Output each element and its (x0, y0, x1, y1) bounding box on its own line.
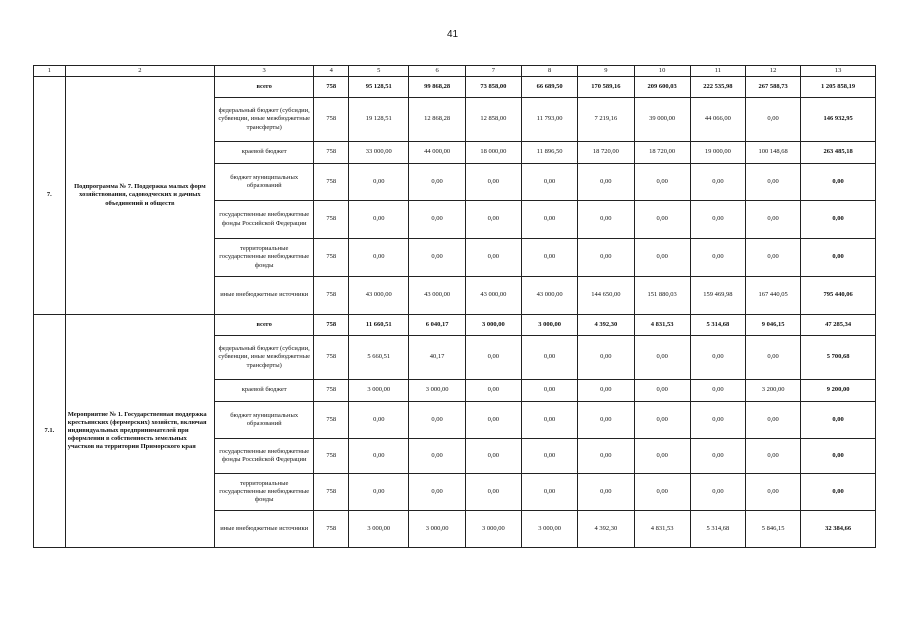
value-cell: 0,00 (690, 239, 745, 277)
funding-source-cell: территориальные государственные внебюджетные фонды (215, 474, 314, 511)
value-cell: 170 589,16 (578, 77, 634, 98)
value-cell: 144 650,00 (578, 277, 634, 315)
value-cell: 99 868,28 (409, 77, 465, 98)
value-cell: 0,00 (465, 239, 521, 277)
value-cell: 0,00 (349, 239, 409, 277)
value-cell: 6 040,17 (409, 315, 465, 336)
value-cell: 0,00 (746, 239, 801, 277)
code-cell: 758 (314, 277, 349, 315)
value-cell: 0,00 (746, 474, 801, 511)
value-cell: 43 000,00 (465, 277, 521, 315)
code-cell: 758 (314, 98, 349, 142)
column-number-cell: 6 (409, 66, 465, 77)
value-cell: 0,00 (634, 164, 690, 201)
value-cell: 0,00 (578, 474, 634, 511)
table-row (34, 77, 876, 98)
column-number-cell: 11 (690, 66, 745, 77)
column-number-cell: 13 (801, 66, 876, 77)
column-number-cell: 3 (215, 66, 314, 77)
funding-source-cell: федеральный бюджет (субсидии, субвенции, иные межбюджетные трансферты) (215, 98, 314, 142)
total-cell: 0,00 (801, 402, 876, 439)
value-cell: 0,00 (634, 402, 690, 439)
value-cell: 0,00 (690, 336, 745, 380)
value-cell: 0,00 (634, 201, 690, 239)
funding-source-cell: краевой бюджет (215, 380, 314, 402)
value-cell: 159 469,98 (690, 277, 745, 315)
value-cell: 3 000,00 (349, 511, 409, 548)
code-cell: 758 (314, 201, 349, 239)
value-cell: 0,00 (578, 439, 634, 474)
funding-source-cell: всего (215, 77, 314, 98)
value-cell: 4 831,53 (634, 511, 690, 548)
value-cell: 0,00 (746, 164, 801, 201)
column-number-row (34, 66, 876, 77)
value-cell: 44 000,00 (409, 142, 465, 164)
code-cell: 758 (314, 474, 349, 511)
value-cell: 95 128,51 (349, 77, 409, 98)
code-cell: 758 (314, 402, 349, 439)
value-cell: 0,00 (578, 402, 634, 439)
value-cell: 0,00 (578, 239, 634, 277)
value-cell: 0,00 (521, 402, 577, 439)
value-cell: 0,00 (690, 164, 745, 201)
value-cell: 5 314,68 (690, 315, 745, 336)
value-cell: 7 219,16 (578, 98, 634, 142)
value-cell: 4 831,53 (634, 315, 690, 336)
funding-source-cell: бюджет муниципальных образований (215, 402, 314, 439)
value-cell: 3 000,00 (409, 380, 465, 402)
value-cell: 0,00 (521, 474, 577, 511)
value-cell: 0,00 (521, 239, 577, 277)
value-cell: 3 000,00 (521, 315, 577, 336)
value-cell: 0,00 (746, 439, 801, 474)
value-cell: 0,00 (746, 336, 801, 380)
funding-source-cell: всего (215, 315, 314, 336)
value-cell: 0,00 (465, 402, 521, 439)
total-cell: 1 205 858,19 (801, 77, 876, 98)
value-cell: 12 868,28 (409, 98, 465, 142)
value-cell: 4 392,30 (578, 315, 634, 336)
value-cell: 4 392,30 (578, 511, 634, 548)
total-cell: 0,00 (801, 474, 876, 511)
total-cell: 0,00 (801, 439, 876, 474)
value-cell: 151 880,03 (634, 277, 690, 315)
value-cell: 3 200,00 (746, 380, 801, 402)
total-cell: 0,00 (801, 201, 876, 239)
value-cell: 43 000,00 (349, 277, 409, 315)
funding-source-cell: территориальные государственные внебюджетные фонды (215, 239, 314, 277)
item-number-cell: 7.1. (34, 315, 66, 548)
value-cell: 0,00 (578, 201, 634, 239)
funding-source-cell: федеральный бюджет (субсидии, субвенции, иные межбюджетные трансферты) (215, 336, 314, 380)
value-cell: 0,00 (690, 201, 745, 239)
column-number-cell: 8 (521, 66, 577, 77)
total-cell: 0,00 (801, 239, 876, 277)
value-cell: 5 660,51 (349, 336, 409, 380)
funding-source-cell: бюджет муниципальных образований (215, 164, 314, 201)
value-cell: 0,00 (578, 164, 634, 201)
value-cell: 0,00 (521, 439, 577, 474)
value-cell: 11 660,51 (349, 315, 409, 336)
code-cell: 758 (314, 380, 349, 402)
value-cell: 44 066,00 (690, 98, 745, 142)
value-cell: 0,00 (690, 402, 745, 439)
value-cell: 0,00 (409, 439, 465, 474)
value-cell: 66 689,50 (521, 77, 577, 98)
value-cell: 0,00 (465, 439, 521, 474)
value-cell: 222 535,98 (690, 77, 745, 98)
funding-source-cell: государственные внебюджетные фонды Российской Федерации (215, 201, 314, 239)
value-cell: 0,00 (409, 402, 465, 439)
value-cell: 11 793,00 (521, 98, 577, 142)
value-cell: 3 000,00 (465, 315, 521, 336)
value-cell: 0,00 (409, 164, 465, 201)
value-cell: 3 000,00 (349, 380, 409, 402)
value-cell: 40,17 (409, 336, 465, 380)
value-cell: 5 846,15 (746, 511, 801, 548)
value-cell: 0,00 (349, 164, 409, 201)
value-cell: 43 000,00 (409, 277, 465, 315)
code-cell: 758 (314, 439, 349, 474)
value-cell: 0,00 (690, 380, 745, 402)
code-cell: 758 (314, 77, 349, 98)
total-cell: 0,00 (801, 164, 876, 201)
value-cell: 0,00 (690, 474, 745, 511)
value-cell: 3 000,00 (465, 511, 521, 548)
value-cell: 0,00 (465, 336, 521, 380)
value-cell: 167 440,05 (746, 277, 801, 315)
total-cell: 32 384,66 (801, 511, 876, 548)
total-cell: 47 285,34 (801, 315, 876, 336)
column-number-cell: 4 (314, 66, 349, 77)
value-cell: 73 858,00 (465, 77, 521, 98)
page-number: 41 (446, 29, 459, 40)
value-cell: 12 858,00 (465, 98, 521, 142)
column-number-cell: 2 (65, 66, 214, 77)
value-cell: 3 000,00 (409, 511, 465, 548)
value-cell: 0,00 (690, 439, 745, 474)
value-cell: 0,00 (465, 474, 521, 511)
value-cell: 0,00 (409, 474, 465, 511)
value-cell: 209 600,03 (634, 77, 690, 98)
code-cell: 758 (314, 315, 349, 336)
column-number-cell: 1 (34, 66, 66, 77)
total-cell: 263 485,18 (801, 142, 876, 164)
code-cell: 758 (314, 511, 349, 548)
value-cell: 0,00 (746, 201, 801, 239)
value-cell: 0,00 (746, 98, 801, 142)
value-cell: 39 000,00 (634, 98, 690, 142)
value-cell: 0,00 (578, 380, 634, 402)
value-cell: 0,00 (634, 439, 690, 474)
code-cell: 758 (314, 239, 349, 277)
value-cell: 0,00 (409, 201, 465, 239)
value-cell: 0,00 (634, 380, 690, 402)
value-cell: 9 046,15 (746, 315, 801, 336)
total-cell: 146 932,95 (801, 98, 876, 142)
value-cell: 18 720,00 (578, 142, 634, 164)
value-cell: 0,00 (634, 336, 690, 380)
column-number-cell: 12 (746, 66, 801, 77)
value-cell: 19 128,51 (349, 98, 409, 142)
column-number-cell: 9 (578, 66, 634, 77)
measure-title-cell: Мероприятие № 1. Государственная поддержка крестьянских (фермерских) хозяйств, включая индивидуальных предпринимателей при оформлении в собственность земельных участков на территории Приморского края (65, 315, 214, 548)
value-cell: 3 000,00 (521, 511, 577, 548)
budget-table (33, 65, 876, 548)
value-cell: 267 588,73 (746, 77, 801, 98)
funding-source-cell: иные внебюджетные источники (215, 511, 314, 548)
value-cell: 0,00 (521, 201, 577, 239)
value-cell: 0,00 (465, 201, 521, 239)
value-cell: 0,00 (349, 201, 409, 239)
value-cell: 0,00 (578, 336, 634, 380)
code-cell: 758 (314, 336, 349, 380)
value-cell: 11 896,50 (521, 142, 577, 164)
total-cell: 9 200,00 (801, 380, 876, 402)
total-cell: 5 700,68 (801, 336, 876, 380)
value-cell: 18 720,00 (634, 142, 690, 164)
value-cell: 33 000,00 (349, 142, 409, 164)
value-cell: 0,00 (349, 439, 409, 474)
table-row (34, 315, 876, 336)
total-cell: 795 440,06 (801, 277, 876, 315)
value-cell: 0,00 (349, 402, 409, 439)
value-cell: 5 314,68 (690, 511, 745, 548)
value-cell: 100 148,68 (746, 142, 801, 164)
subprogram-title-cell: Подпрограмма № 7. Поддержка малых форм хозяйствования, садоводческих и дачных объединений и обществ (65, 77, 214, 315)
value-cell: 0,00 (521, 380, 577, 402)
value-cell: 19 000,00 (690, 142, 745, 164)
value-cell: 0,00 (634, 474, 690, 511)
value-cell: 43 000,00 (521, 277, 577, 315)
code-cell: 758 (314, 164, 349, 201)
value-cell: 0,00 (349, 474, 409, 511)
value-cell: 0,00 (465, 164, 521, 201)
funding-source-cell: государственные внебюджетные фонды Российской Федерации (215, 439, 314, 474)
value-cell: 0,00 (521, 336, 577, 380)
value-cell: 0,00 (465, 380, 521, 402)
value-cell: 0,00 (409, 239, 465, 277)
column-number-cell: 5 (349, 66, 409, 77)
value-cell: 0,00 (634, 239, 690, 277)
funding-source-cell: краевой бюджет (215, 142, 314, 164)
value-cell: 18 000,00 (465, 142, 521, 164)
value-cell: 0,00 (746, 402, 801, 439)
item-number-cell: 7. (34, 77, 66, 315)
code-cell: 758 (314, 142, 349, 164)
column-number-cell: 7 (465, 66, 521, 77)
funding-source-cell: иные внебюджетные источники (215, 277, 314, 315)
column-number-cell: 10 (634, 66, 690, 77)
value-cell: 0,00 (521, 164, 577, 201)
